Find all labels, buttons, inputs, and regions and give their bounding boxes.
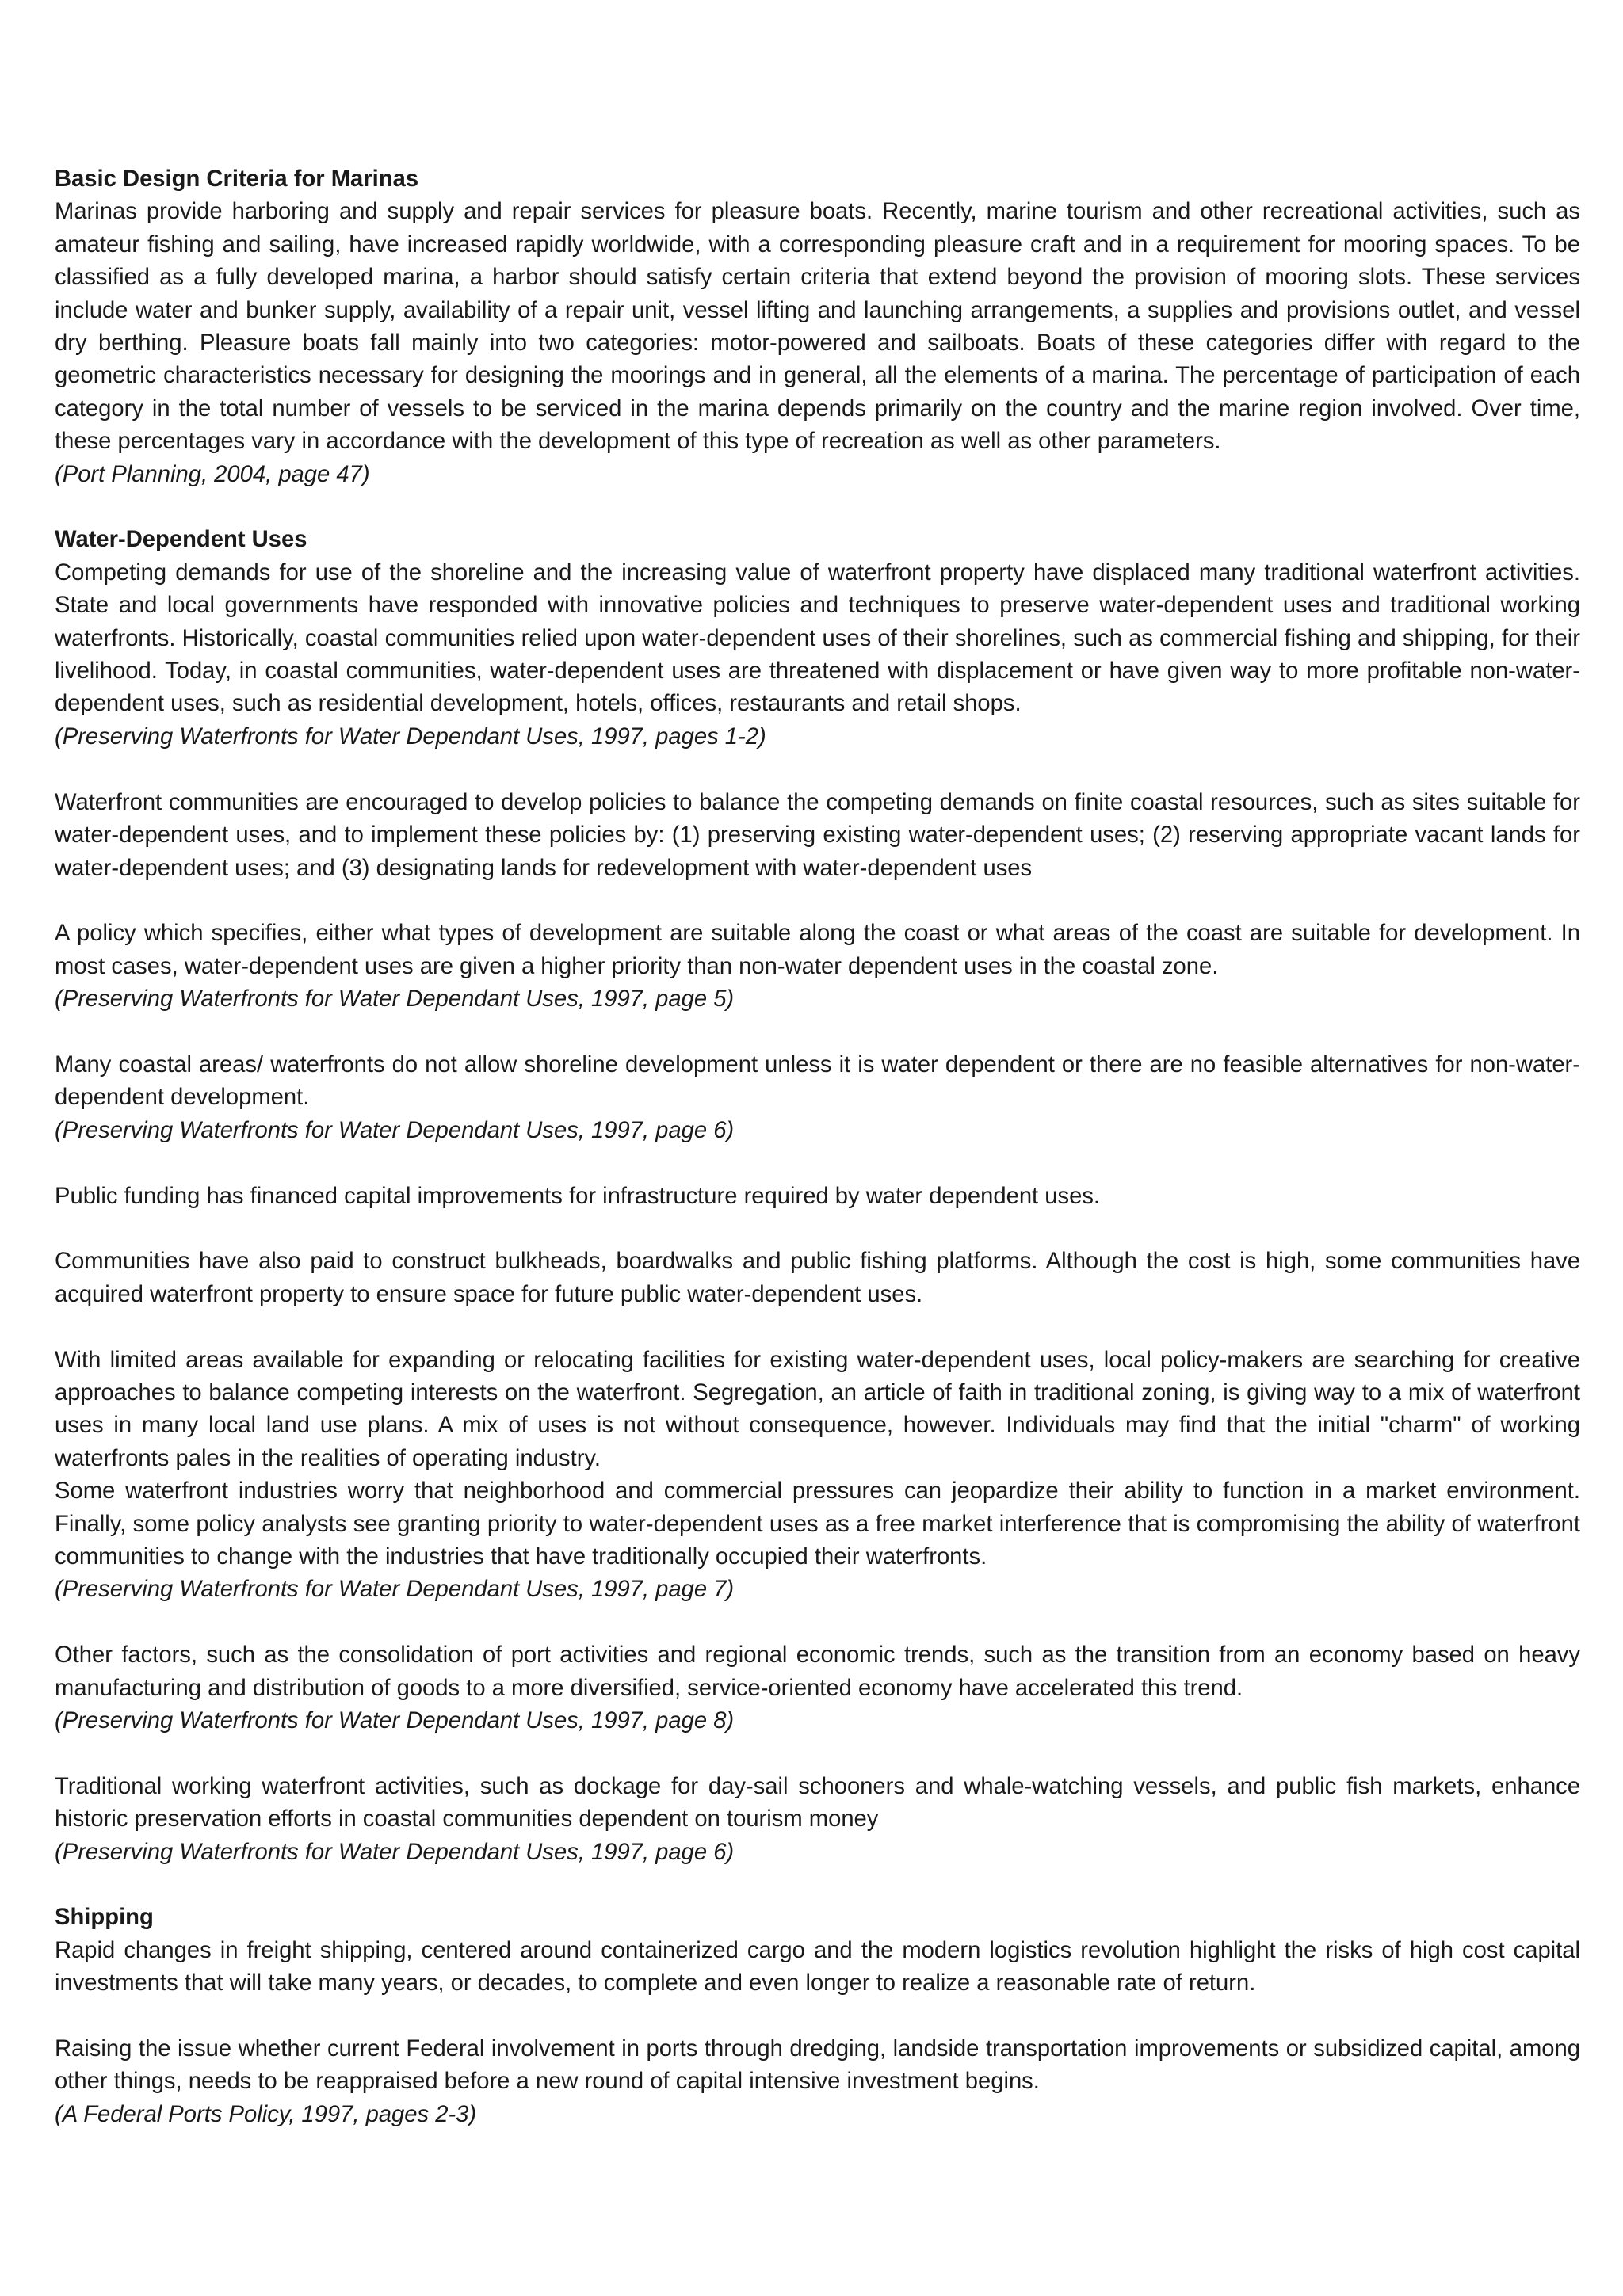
body-paragraph: Raising the issue whether current Federal involvement in ports through dredging, landside transportation improvements or subsidized capital, among other things, needs to be reappraised before a new round of capital intensive investment begins. xyxy=(55,2035,1580,2095)
document-page xyxy=(55,163,1580,2164)
body-paragraph: Some waterfront industries worry that neighborhood and commercial pressures can jeopardize their ability to function in a market environment. Finally, some policy analysts see granting priority to water-dependent uses as a free market interference that is compromising the ability of waterfront communities to change with the industries that have traditionally occupied their waterfronts. xyxy=(55,1478,1580,1569)
body-paragraph: Rapid changes in freight shipping, centered around containerized cargo and the modern logistics revolution highlight the risks of high cost capital investments that will take many years, or decades, to complete and even longer to realize a reasonable rate of return. xyxy=(55,1937,1580,1997)
body-paragraph: Marinas provide harboring and supply and repair services for pleasure boats. Recently, marine tourism and other recreational activities, such as amateur fishing and sailing, have increased rapidly worldwide, with a corresponding pleasure craft and in a requirement for mooring spaces. To be classified as a fully developed marina, a harbor should satisfy certain criteria that extend beyond the provision of mooring slots. These services include water and bunker supply, availability of a repair unit, vessel lifting and launching arrangements, a supplies and provisions outlet, and vessel dry berthing. Pleasure boats fall mainly into two categories: motor-powered and sailboats. Boats of these categories differ with regard to the geometric characteristics necessary for designing the moorings and in general, all the elements of a marina. The percentage of participation of each category in the total number of vessels to be serviced in the marina depends primarily on the country and the marine region involved. Over time, these percentages vary in accordance with the development of this type of recreation as well as other parameters. xyxy=(55,199,1580,455)
section-heading: Shipping xyxy=(55,1905,154,1931)
paragraph-block xyxy=(55,1344,1580,1607)
citation: (Port Planning, 2004, page 47) xyxy=(55,461,370,487)
body-paragraph: Traditional working waterfront activities, such as dockage for day-sail schooners and whale-watching vessels, and public fish markets, enhance historic preservation efforts in coastal communities dependent on tourism money xyxy=(55,1773,1580,1833)
section-heading: Basic Design Criteria for Marinas xyxy=(55,166,419,192)
body-paragraph: With limited areas available for expanding or relocating facilities for existing water-dependent uses, local policy-makers are searching for creative approaches to balance competing interests on the waterfront. Segregation, an article of faith in traditional zoning, is giving way to a mix of waterfront uses in many local land use plans. A mix of uses is not without consequence, however. Individuals may find that the initial "charm" of working waterfronts pales in the realities of operating industry. xyxy=(55,1347,1580,1471)
paragraph-block xyxy=(55,1639,1580,1737)
body-paragraph: Communities have also paid to construct bulkheads, boardwalks and public fishing platforms. Although the cost is high, some communities have acquired waterfront property to ensure space for future public water-dependent uses. xyxy=(55,1249,1580,1307)
citation: (Preserving Waterfronts for Water Dependant Uses, 1997, pages 1-2) xyxy=(55,723,766,749)
paragraph-block xyxy=(55,1180,1580,1213)
section-heading: Water-Dependent Uses xyxy=(55,527,307,553)
citation: (A Federal Ports Policy, 1997, pages 2-3) xyxy=(55,2101,477,2127)
paragraph-block xyxy=(55,1049,1580,1147)
section-marinas xyxy=(55,163,1580,491)
paragraph-block xyxy=(55,1245,1580,1311)
citation: (Preserving Waterfronts for Water Dependant Uses, 1997, page 7) xyxy=(55,1577,735,1603)
section-shipping xyxy=(55,1901,1580,2000)
body-paragraph: Waterfront communities are encouraged to develop policies to balance the competing demands on finite coastal resources, such as sites suitable for water-dependent uses, and to implement these policies by: (1) preserving existing water-dependent uses; (2) reserving appropriate vacant lands for water-dependent uses; and (3) designating lands for redevelopment with water-dependent uses xyxy=(55,789,1580,881)
body-paragraph: Competing demands for use of the shoreline and the increasing value of waterfront property have displaced many traditional waterfront activities. State and local governments have responded with innovative policies and techniques to preserve water-dependent uses and traditional working waterfronts. Historically, coastal communities relied upon water-dependent uses of their shorelines, such as commercial fishing and shipping, for their livelihood. Today, in coastal communities, water-dependent uses are threatened with displacement or have given way to more profitable non-water-dependent uses, such as residential development, hotels, offices, restaurants and retail shops. xyxy=(55,559,1580,717)
section-water-dependent-uses xyxy=(55,524,1580,753)
body-paragraph: A policy which specifies, either what types of development are suitable along the coast or what areas of the coast are suitable for development. In most cases, water-dependent uses are given a higher priority than non-water dependent uses in the coastal zone. xyxy=(55,921,1580,979)
paragraph-block xyxy=(55,787,1580,885)
citation: (Preserving Waterfronts for Water Dependant Uses, 1997, page 6) xyxy=(55,1117,735,1143)
paragraph-block xyxy=(55,2033,1580,2131)
citation: (Preserving Waterfronts for Water Dependant Uses, 1997, page 5) xyxy=(55,986,735,1013)
body-paragraph: Other factors, such as the consolidation of port activities and regional economic trends, such as the transition from an economy based on heavy manufacturing and distribution of goods to a more diversified, service-oriented economy have accelerated this trend. xyxy=(55,1642,1580,1701)
body-paragraph: Public funding has financed capital improvements for infrastructure required by water dependent uses. xyxy=(55,1183,1101,1209)
paragraph-block xyxy=(55,917,1580,1016)
body-paragraph: Many coastal areas/ waterfronts do not allow shoreline development unless it is water dependent or there are no feasible alternatives for non-water-dependent development. xyxy=(55,1051,1580,1111)
citation: (Preserving Waterfronts for Water Dependant Uses, 1997, page 8) xyxy=(55,1707,735,1733)
citation: (Preserving Waterfronts for Water Dependant Uses, 1997, page 6) xyxy=(55,1839,735,1865)
paragraph-block xyxy=(55,1771,1580,1869)
